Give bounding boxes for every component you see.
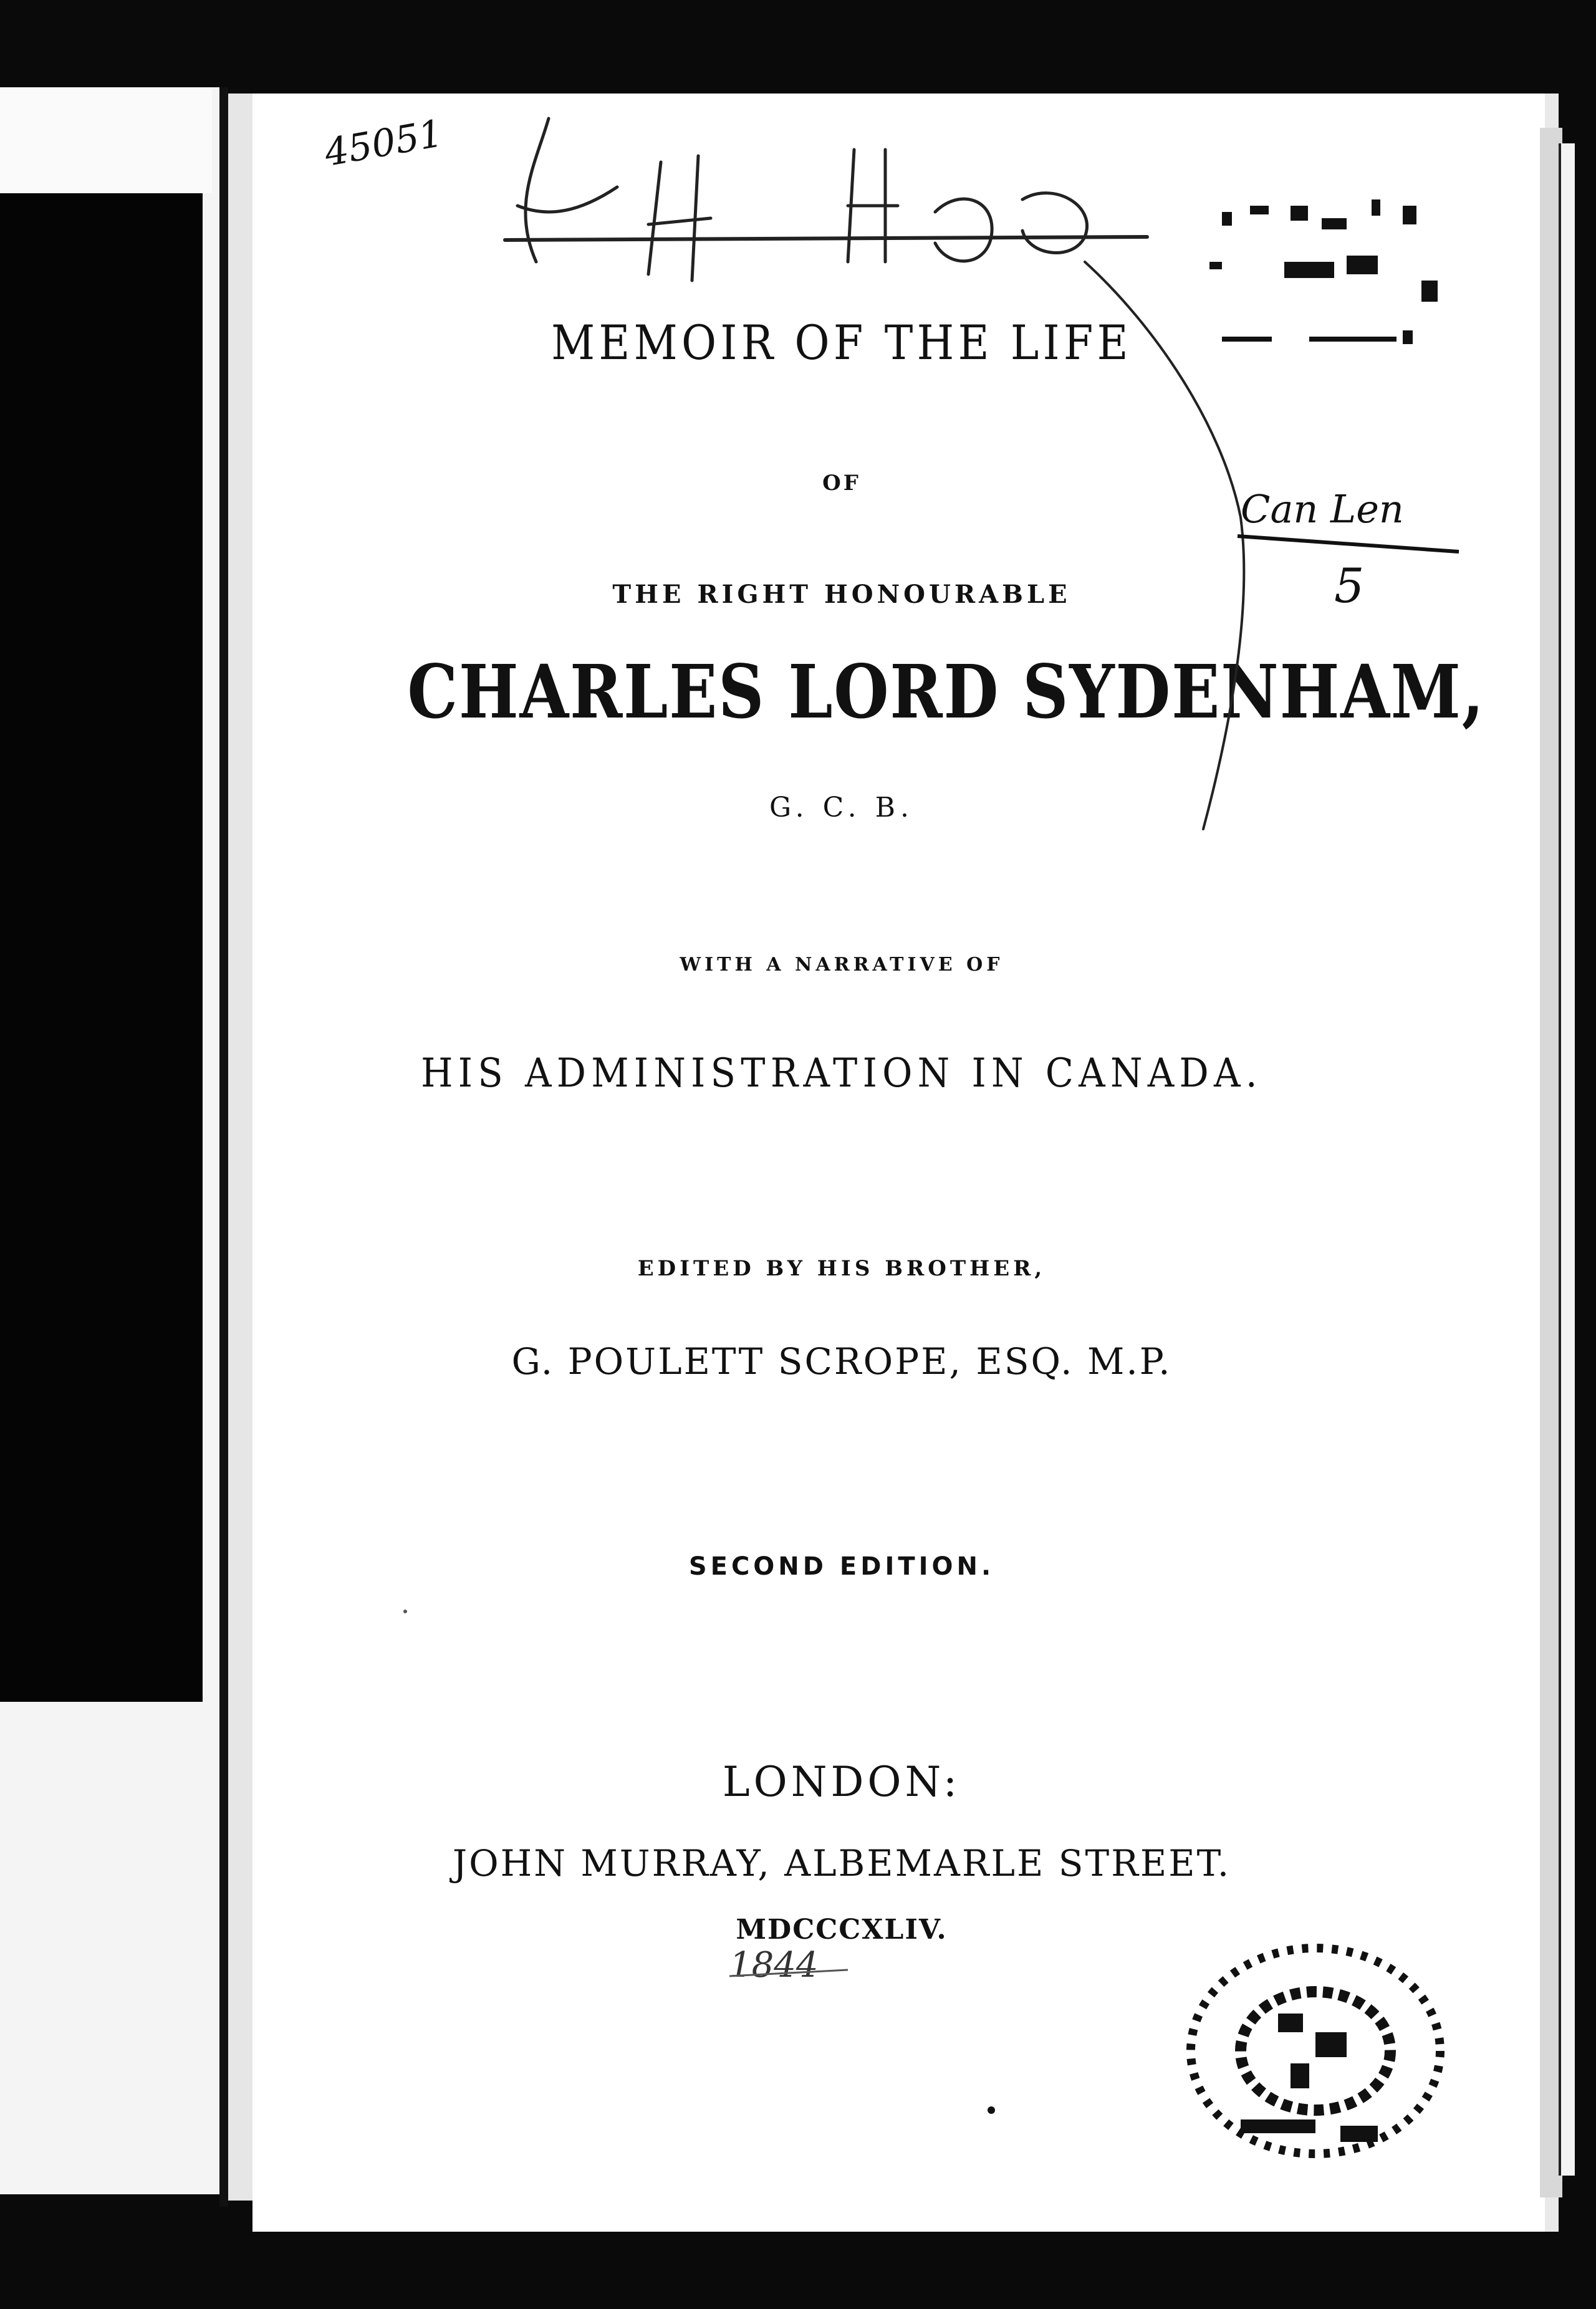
- edition-statement: SECOND EDITION.: [688, 1552, 995, 1581]
- title-line-memoir: MEMOIR OF THE LIFE: [551, 315, 1132, 370]
- crossed-out-signature: [505, 118, 1244, 829]
- title-line-of: OF: [822, 471, 861, 496]
- imprint-publisher: JOHN MURRAY, ALBEMARLE STREET.: [452, 1842, 1231, 1884]
- top-library-stamp: [1209, 199, 1438, 344]
- title-honours: G. C. B.: [769, 792, 914, 823]
- handwritten-pencil-year: 1844: [729, 1945, 819, 1985]
- call-mark-strike: [1238, 536, 1459, 552]
- editor-name: G. POULETT SCROPE, ESQ. M.P.: [511, 1340, 1172, 1383]
- ink-dot: [988, 2106, 995, 2114]
- handwritten-call-number: 5: [1334, 558, 1365, 613]
- library-seal-texture: [1241, 2014, 1378, 2142]
- title-line-right-honourable: THE RIGHT HONOURABLE: [612, 580, 1071, 609]
- subtitle-narrative: WITH A NARRATIVE OF: [680, 954, 1004, 976]
- title-subject-name: CHARLES LORD SYDENHAM,: [407, 648, 1485, 735]
- handwritten-call-mark: Can Len: [1241, 486, 1404, 532]
- imprint-year: MDCCCXLIV.: [736, 1914, 948, 1946]
- ink-dot: [403, 1610, 407, 1613]
- imprint-place: LONDON:: [722, 1758, 961, 1806]
- subtitle-administration: HIS ADMINISTRATION IN CANADA.: [421, 1050, 1262, 1097]
- handwritten-shelf-number: 45051: [321, 111, 446, 176]
- pencil-year-strike: [729, 1970, 848, 1976]
- editor-credit: EDITED BY HIS BROTHER,: [637, 1256, 1046, 1281]
